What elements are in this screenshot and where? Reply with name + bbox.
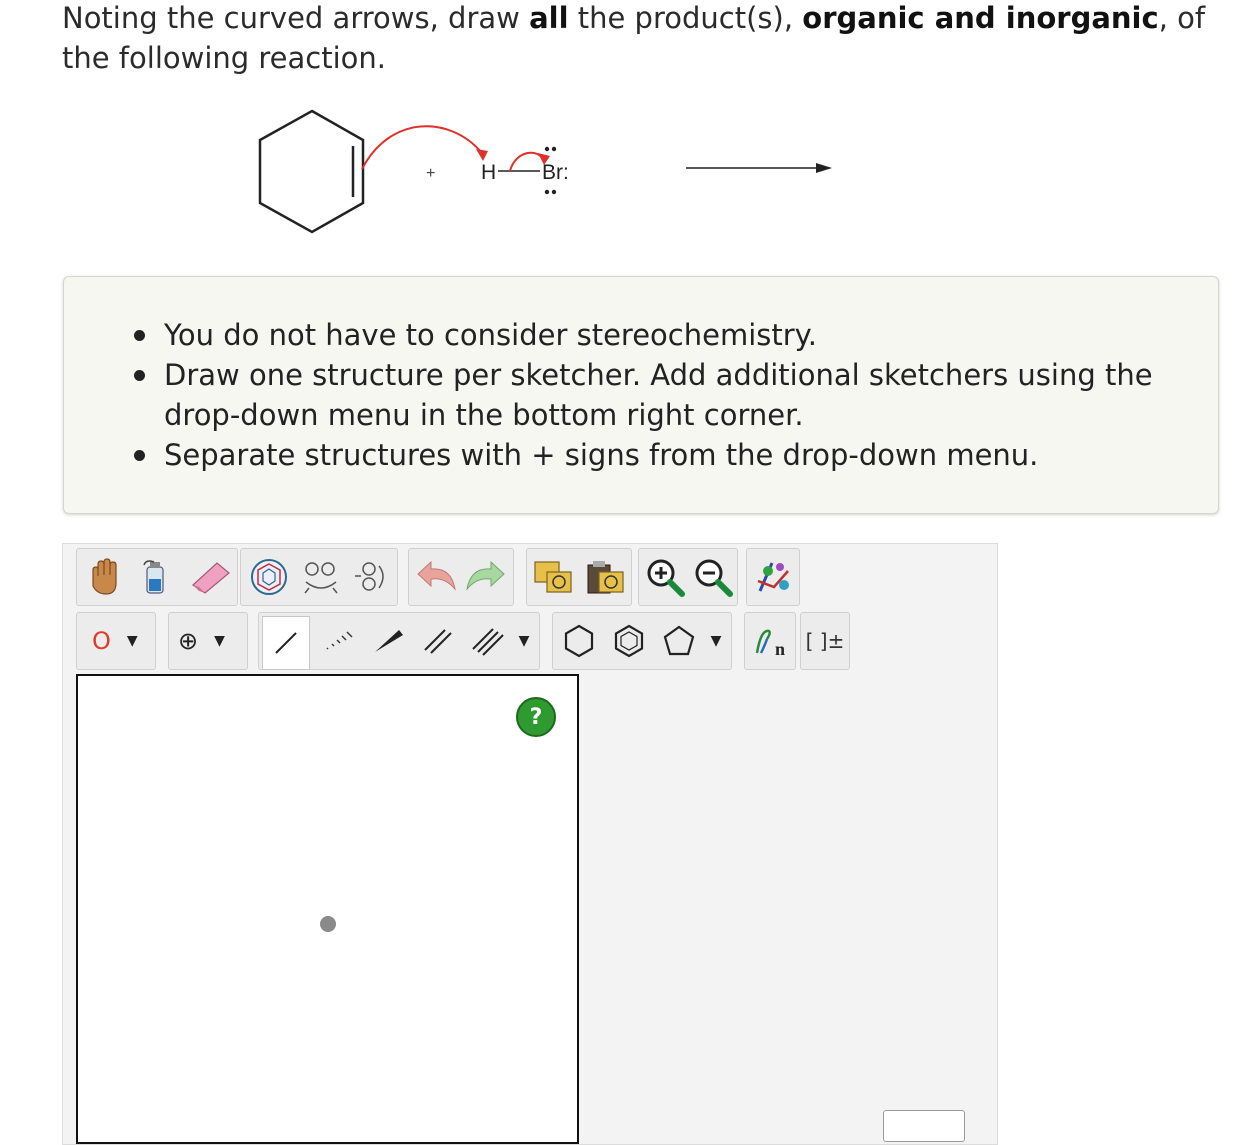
benzene-ring-tool[interactable] [606,618,652,664]
lone-pair-dot [545,190,549,194]
sgroup-tool[interactable] [748,618,794,664]
element-label: O [92,627,111,655]
single-bond-tool[interactable] [262,616,310,670]
triple-bond-tool[interactable] [464,618,512,664]
cyclopentane-ring-tool[interactable] [656,618,702,664]
undo-icon[interactable] [414,554,460,600]
zoom-in-icon[interactable] [642,554,688,600]
hand-move-icon[interactable] [82,554,126,600]
hashed-bond-tool[interactable] [314,618,362,664]
help-icon: ? [529,704,543,730]
bromine-label: Br: [542,161,569,184]
drawing-canvas[interactable] [76,674,579,1144]
reaction-scheme [240,95,860,245]
plus-sign: + [426,165,436,182]
clean-structure-icon[interactable] [752,554,796,600]
ring-chevron-down-icon[interactable]: ▼ [710,633,722,649]
question-emphasis-organic-inorganic: organic and inorganic [802,1,1159,35]
lone-pair-dot [552,147,556,151]
ring-template-icon[interactable] [246,554,292,600]
chevron-down-icon: ▼ [126,633,138,649]
instruction-item: Draw one structure per sketcher. Add additional sketchers using the drop-down menu in the bottom right corner. [164,355,1184,435]
help-button[interactable] [516,697,556,737]
instructions-list [164,315,1184,475]
plus-charge-icon: ⊕ [178,627,199,655]
eraser-icon[interactable] [184,554,236,600]
charge-selector[interactable] [174,618,244,664]
redo-icon[interactable] [462,554,508,600]
cyclohexane-ring-tool[interactable] [556,618,602,664]
lone-pair-dot [552,190,556,194]
paste-icon[interactable] [582,554,630,600]
curved-arrow-h-br-bond [510,153,544,171]
bracket-label: [ ]± [805,629,845,653]
chain-template-icon[interactable] [298,554,344,600]
double-bond-tool[interactable] [414,618,462,664]
cursor-dot-icon [320,916,336,932]
element-selector[interactable] [82,618,152,664]
cyclohexene-structure [260,111,363,232]
question-part: Noting the curved arrows, draw [62,1,530,35]
instructions-box [63,276,1219,514]
instruction-item: Separate structures with + signs from the drop-down menu. [164,435,1184,475]
question-emphasis-all: all [529,1,569,35]
zoom-out-icon[interactable] [690,554,736,600]
sgroup-label: n [775,639,786,659]
curved-arrow-head [476,149,488,161]
curved-arrow-pi-bond [362,126,482,169]
instruction-item: You do not have to consider stereochemistry. [164,315,1184,355]
chevron-down-icon: ▼ [214,633,225,649]
question-text [62,0,1222,78]
question-part: the product(s), [568,1,803,35]
add-sketcher-dropdown[interactable] [883,1110,965,1142]
bond-chevron-down-icon[interactable]: ▼ [518,633,530,649]
lone-pair-dot [545,147,549,151]
reaction-arrow-head [816,163,832,173]
bicyclic-template-icon[interactable] [348,554,394,600]
hydrogen-label: H [481,161,497,184]
question-part: , of the following reaction. [62,1,1206,75]
wedge-bond-tool[interactable] [364,618,412,664]
bracket-charge-tool[interactable] [802,618,848,664]
eraser-bottle-icon[interactable] [130,554,180,600]
copy-icon[interactable] [530,554,578,600]
